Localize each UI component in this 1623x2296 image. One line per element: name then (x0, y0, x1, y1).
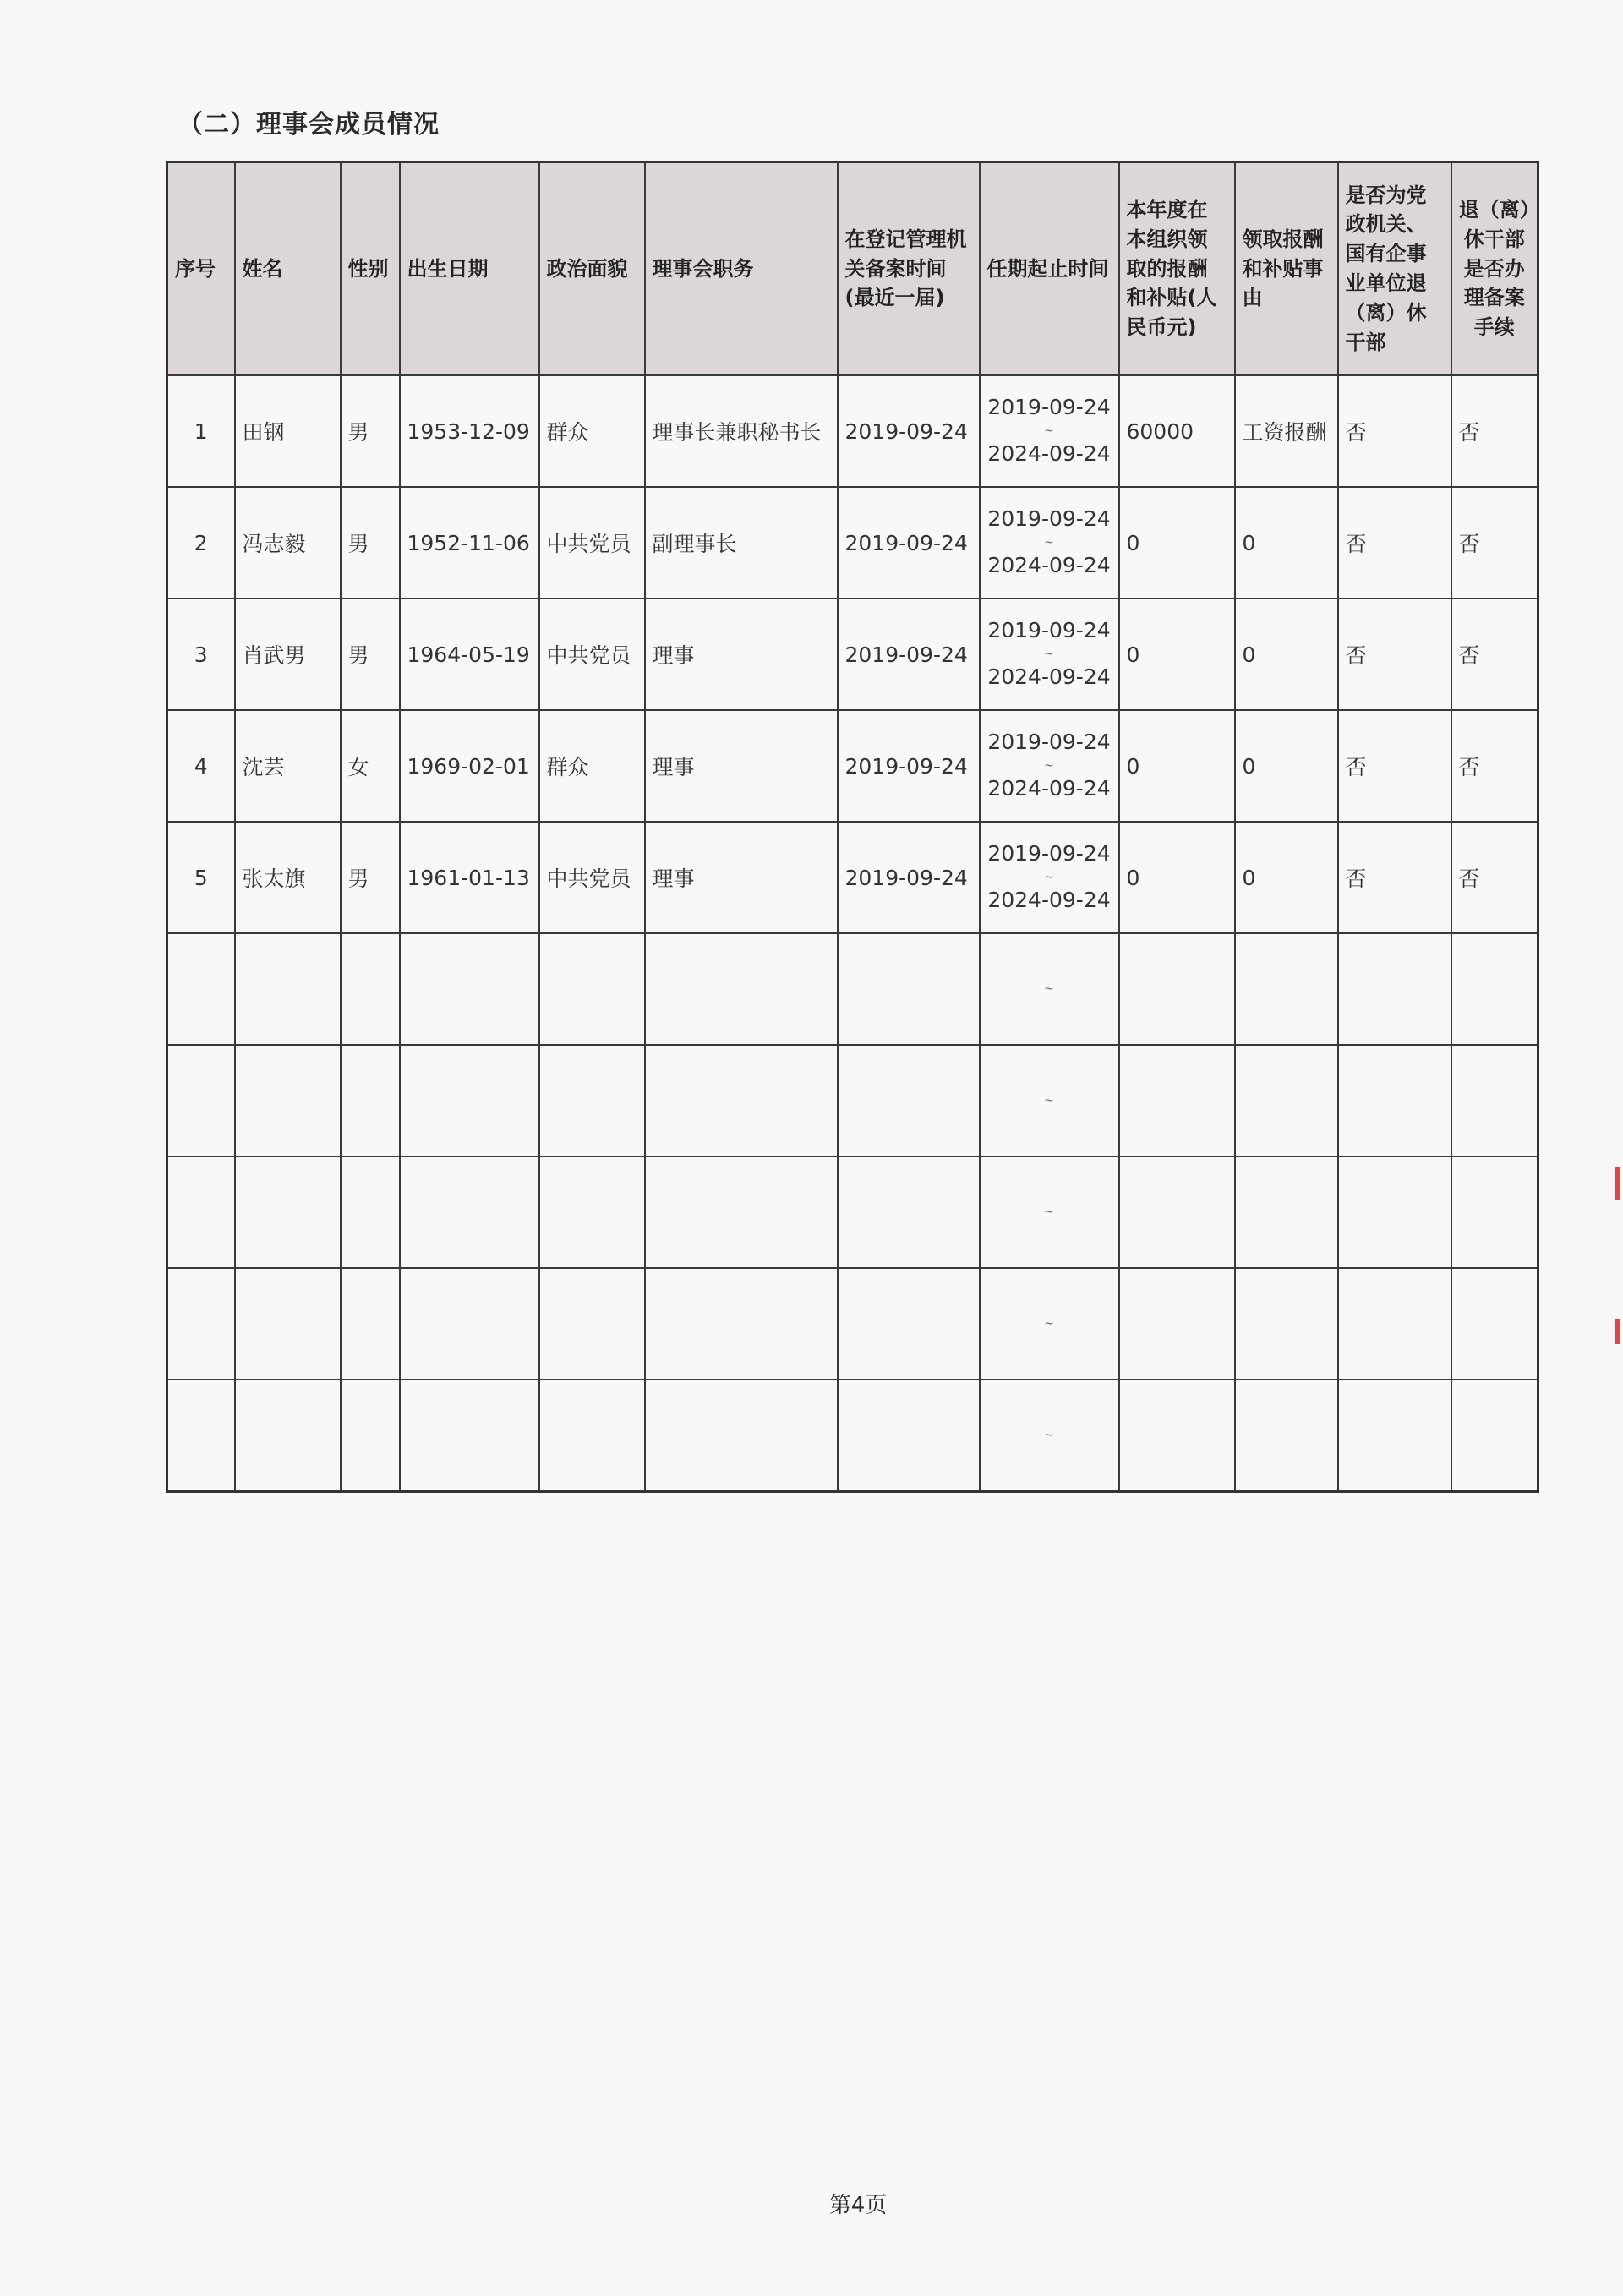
cell-index: 2 (167, 487, 235, 599)
cell-gender: 男 (341, 822, 400, 933)
empty-cell (838, 1380, 980, 1492)
cell-name: 张太旗 (235, 822, 341, 933)
cell-gender: 女 (341, 710, 400, 822)
term-separator: ~ (1044, 1093, 1054, 1107)
table-row (167, 375, 1538, 487)
term-separator: ~ (1044, 981, 1054, 996)
term-separator: ~ (1044, 758, 1054, 773)
table-row (167, 822, 1538, 933)
cell-compensation-reason: 0 (1235, 822, 1338, 933)
term-start: 2019-09-24 (987, 730, 1111, 755)
cell-compensation: 0 (1119, 599, 1235, 710)
cell-birth-date: 1953-12-09 (400, 375, 539, 487)
cell-compensation-reason: 0 (1235, 710, 1338, 822)
empty-cell (1119, 933, 1235, 1045)
term-end: 2024-09-24 (987, 776, 1111, 801)
cell-political-status: 群众 (539, 710, 645, 822)
empty-cell (645, 933, 838, 1045)
cell-compensation-reason: 0 (1235, 599, 1338, 710)
empty-cell (645, 1380, 838, 1492)
cell-council-role: 理事 (645, 822, 838, 933)
empty-cell (1338, 1045, 1451, 1156)
empty-cell (341, 1045, 400, 1156)
term-end: 2024-09-24 (987, 553, 1111, 578)
margin-mark (1615, 1167, 1620, 1200)
term-separator: ~ (1044, 1316, 1054, 1331)
empty-cell (1338, 1268, 1451, 1380)
empty-cell (341, 933, 400, 1045)
empty-cell (838, 933, 980, 1045)
cell-index: 1 (167, 375, 235, 487)
empty-cell (645, 1156, 838, 1268)
cell-retired-cadre: 否 (1338, 599, 1451, 710)
cell-term (980, 375, 1119, 487)
cell-filing-date: 2019-09-24 (838, 599, 980, 710)
empty-cell (341, 1380, 400, 1492)
term-end: 2024-09-24 (987, 888, 1111, 913)
empty-cell (167, 1268, 235, 1380)
cell-political-status: 中共党员 (539, 487, 645, 599)
empty-cell (235, 1268, 341, 1380)
table-row-empty (167, 1380, 1538, 1492)
header-index: 序号 (167, 162, 235, 376)
cell-birth-date: 1961-01-13 (400, 822, 539, 933)
term-start: 2019-09-24 (987, 841, 1111, 866)
term-separator: ~ (1044, 647, 1054, 661)
margin-mark (1615, 1319, 1620, 1344)
cell-retired-cadre: 否 (1338, 710, 1451, 822)
cell-council-role: 理事 (645, 599, 838, 710)
header-retired-cadre: 是否为党政机关、国有企事业单位退（离）休干部 (1338, 162, 1451, 376)
page-number: 第4页 (828, 2193, 888, 2218)
cell-retired-cadre: 否 (1338, 822, 1451, 933)
cell-retired-filing: 否 (1451, 822, 1538, 933)
header-filing-date: 在登记管理机关备案时间(最近一届) (838, 162, 980, 376)
table-row-empty (167, 933, 1538, 1045)
cell-retired-filing: 否 (1451, 375, 1538, 487)
empty-cell (1235, 1380, 1338, 1492)
term-separator: ~ (1044, 424, 1054, 438)
empty-cell (1119, 1045, 1235, 1156)
cell-retired-cadre: 否 (1338, 487, 1451, 599)
term-end: 2024-09-24 (987, 441, 1111, 467)
empty-cell (167, 1156, 235, 1268)
cell-birth-date: 1952-11-06 (400, 487, 539, 599)
empty-cell (167, 1045, 235, 1156)
empty-cell (400, 933, 539, 1045)
empty-cell (1338, 1156, 1451, 1268)
cell-political-status: 中共党员 (539, 822, 645, 933)
cell-filing-date: 2019-09-24 (838, 375, 980, 487)
empty-cell (1338, 933, 1451, 1045)
cell-name: 沈芸 (235, 710, 341, 822)
empty-cell (341, 1268, 400, 1380)
cell-index: 4 (167, 710, 235, 822)
council-members-table (166, 161, 1539, 1493)
empty-cell (235, 1380, 341, 1492)
empty-cell (838, 1045, 980, 1156)
header-name: 姓名 (235, 162, 341, 376)
cell-filing-date: 2019-09-24 (838, 487, 980, 599)
cell-gender: 男 (341, 375, 400, 487)
cell-compensation: 0 (1119, 710, 1235, 822)
empty-cell (167, 933, 235, 1045)
cell-political-status: 中共党员 (539, 599, 645, 710)
term-separator: ~ (1044, 870, 1054, 884)
empty-cell (1235, 1268, 1338, 1380)
empty-cell (1235, 1045, 1338, 1156)
cell-retired-filing: 否 (1451, 599, 1538, 710)
cell-name: 冯志毅 (235, 487, 341, 599)
header-retired-filing: 退（离）休干部是否办理备案手续 (1451, 162, 1538, 376)
empty-cell (539, 1156, 645, 1268)
term-start: 2019-09-24 (987, 395, 1111, 420)
term-separator: ~ (1044, 535, 1054, 549)
empty-cell (838, 1156, 980, 1268)
empty-cell (400, 1268, 539, 1380)
empty-cell (167, 1380, 235, 1492)
cell-filing-date: 2019-09-24 (838, 822, 980, 933)
header-political-status: 政治面貌 (539, 162, 645, 376)
empty-cell (235, 1156, 341, 1268)
table-header-row (167, 162, 1538, 376)
empty-cell (838, 1268, 980, 1380)
cell-index: 5 (167, 822, 235, 933)
empty-cell (1235, 933, 1338, 1045)
empty-cell (400, 1380, 539, 1492)
cell-term (980, 1268, 1119, 1380)
cell-compensation-reason: 工资报酬 (1235, 375, 1338, 487)
table-row-empty (167, 1156, 1538, 1268)
term-separator: ~ (1044, 1205, 1054, 1219)
empty-cell (645, 1045, 838, 1156)
table-row-empty (167, 1268, 1538, 1380)
table-row (167, 599, 1538, 710)
empty-cell (1451, 1268, 1538, 1380)
term-separator: ~ (1044, 1428, 1054, 1442)
cell-gender: 男 (341, 487, 400, 599)
header-compensation-reason: 领取报酬和补贴事由 (1235, 162, 1338, 376)
table-row (167, 710, 1538, 822)
empty-cell (1119, 1156, 1235, 1268)
cell-term (980, 1045, 1119, 1156)
cell-compensation: 0 (1119, 487, 1235, 599)
empty-cell (539, 1268, 645, 1380)
empty-cell (1451, 1045, 1538, 1156)
empty-cell (645, 1268, 838, 1380)
table-row (167, 487, 1538, 599)
header-compensation: 本年度在本组织领取的报酬和补贴(人民币元) (1119, 162, 1235, 376)
empty-cell (1119, 1268, 1235, 1380)
cell-gender: 男 (341, 599, 400, 710)
empty-cell (539, 1380, 645, 1492)
empty-cell (400, 1156, 539, 1268)
term-end: 2024-09-24 (987, 664, 1111, 690)
cell-council-role: 理事 (645, 710, 838, 822)
empty-cell (235, 933, 341, 1045)
cell-term (980, 822, 1119, 933)
header-birth-date: 出生日期 (400, 162, 539, 376)
cell-birth-date: 1969-02-01 (400, 710, 539, 822)
empty-cell (539, 933, 645, 1045)
cell-retired-filing: 否 (1451, 487, 1538, 599)
cell-filing-date: 2019-09-24 (838, 710, 980, 822)
cell-name: 田钢 (235, 375, 341, 487)
header-term: 任期起止时间 (980, 162, 1119, 376)
empty-cell (341, 1156, 400, 1268)
term-start: 2019-09-24 (987, 618, 1111, 643)
cell-compensation: 60000 (1119, 375, 1235, 487)
cell-compensation-reason: 0 (1235, 487, 1338, 599)
term-start: 2019-09-24 (987, 506, 1111, 532)
empty-cell (235, 1045, 341, 1156)
header-gender: 性别 (341, 162, 400, 376)
header-council-role: 理事会职务 (645, 162, 838, 376)
cell-term (980, 1380, 1119, 1492)
cell-term (980, 1156, 1119, 1268)
cell-council-role: 副理事长 (645, 487, 838, 599)
cell-birth-date: 1964-05-19 (400, 599, 539, 710)
cell-political-status: 群众 (539, 375, 645, 487)
cell-index: 3 (167, 599, 235, 710)
empty-cell (1451, 1380, 1538, 1492)
cell-council-role: 理事长兼职秘书长 (645, 375, 838, 487)
cell-retired-filing: 否 (1451, 710, 1538, 822)
section-title: （二）理事会成员情况 (178, 110, 440, 139)
empty-cell (1451, 1156, 1538, 1268)
empty-cell (539, 1045, 645, 1156)
cell-compensation: 0 (1119, 822, 1235, 933)
cell-term (980, 710, 1119, 822)
cell-term (980, 599, 1119, 710)
empty-cell (1338, 1380, 1451, 1492)
empty-cell (1119, 1380, 1235, 1492)
empty-cell (1235, 1156, 1338, 1268)
cell-term (980, 933, 1119, 1045)
table-row-empty (167, 1045, 1538, 1156)
cell-retired-cadre: 否 (1338, 375, 1451, 487)
empty-cell (1451, 933, 1538, 1045)
empty-cell (400, 1045, 539, 1156)
cell-name: 肖武男 (235, 599, 341, 710)
cell-term (980, 487, 1119, 599)
